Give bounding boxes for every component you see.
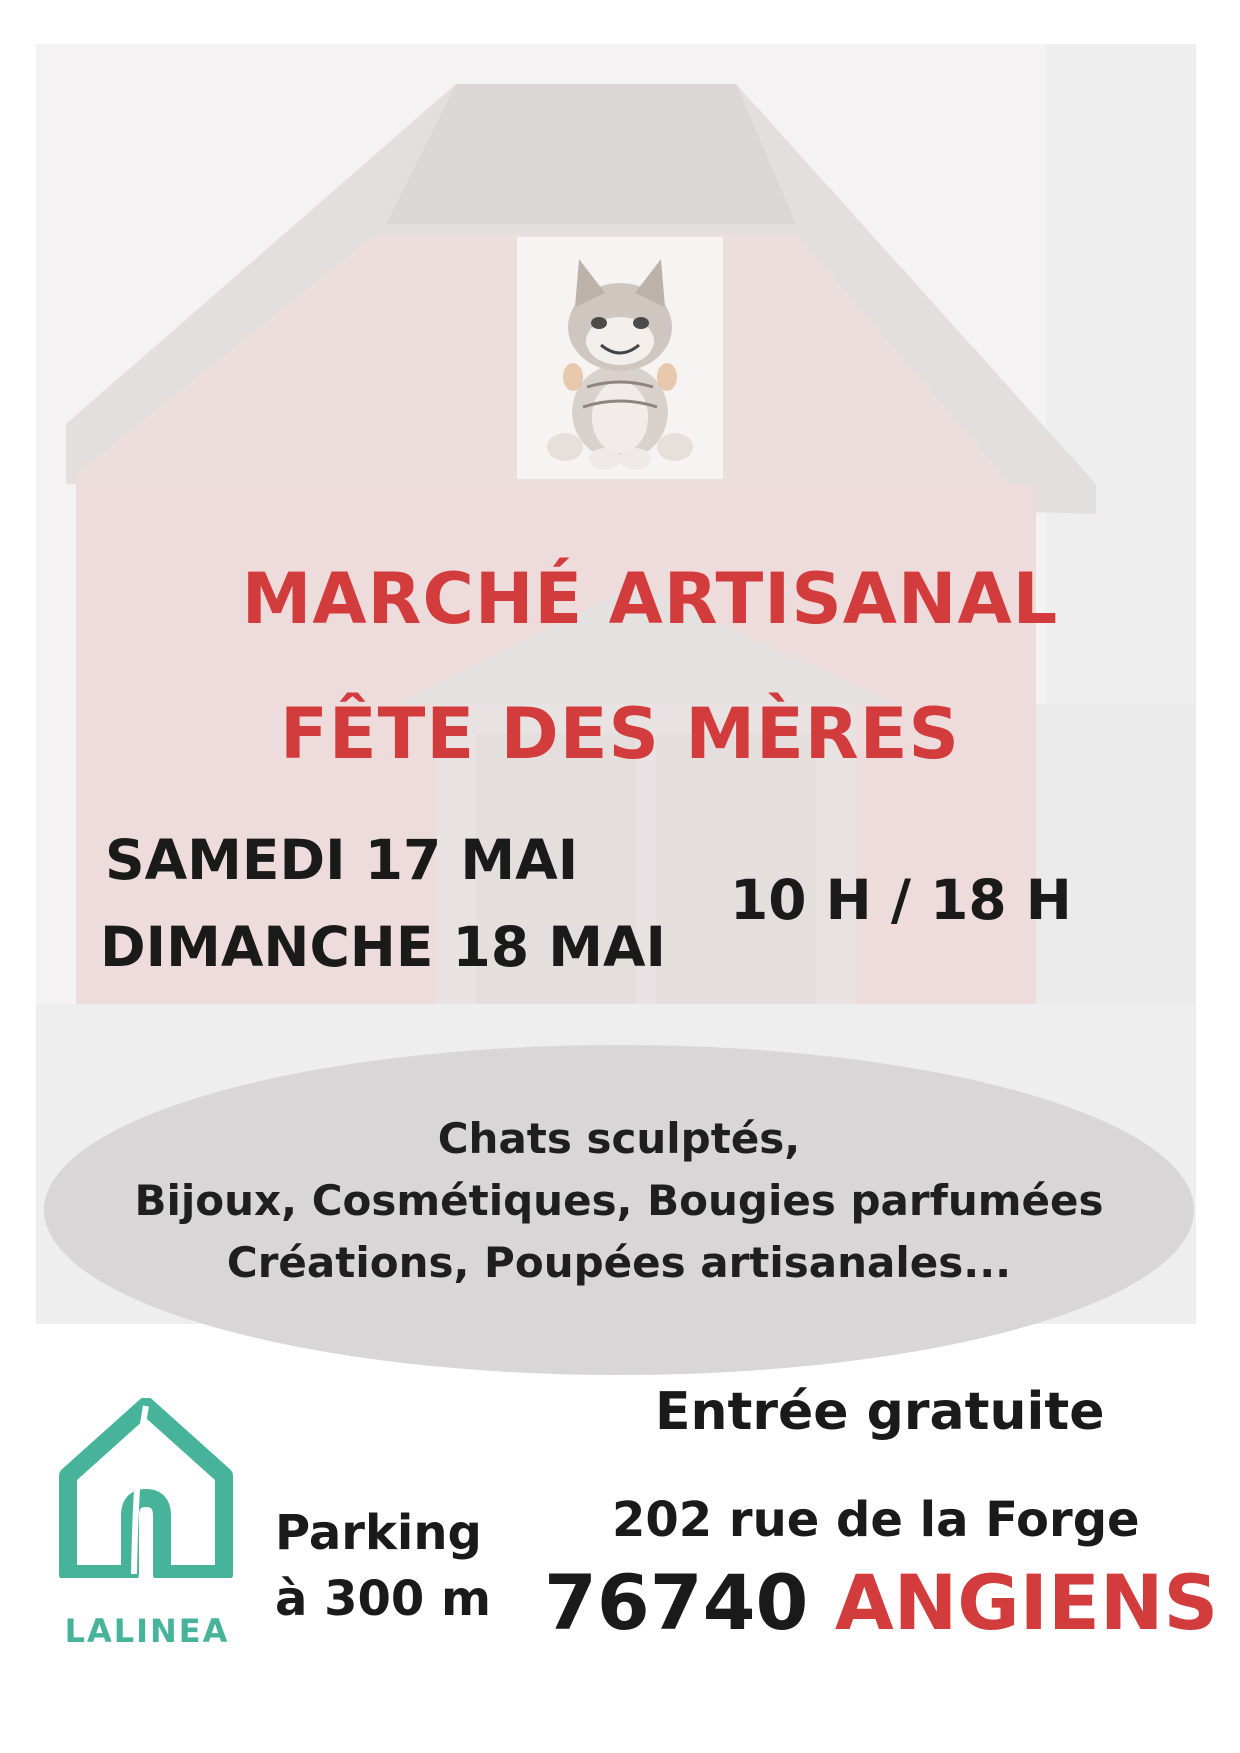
parking-info xyxy=(275,1500,491,1632)
house-logo-icon xyxy=(56,1398,236,1578)
items-line-1: Chats sculptés, xyxy=(437,1114,801,1163)
parking-line-1: Parking xyxy=(275,1505,482,1561)
items-line-2: Bijoux, Cosmétiques, Bougies parfumées xyxy=(134,1176,1104,1225)
cat-icon xyxy=(517,237,723,479)
address-postcode: 76740 xyxy=(544,1558,809,1647)
items-line-3: Créations, Poupées artisanales... xyxy=(226,1238,1012,1287)
opening-hours: 10 H / 18 H xyxy=(730,868,1072,932)
title-line-2: FÊTE DES MÈRES xyxy=(280,693,960,775)
parking-line-2: à 300 m xyxy=(275,1571,492,1627)
date-saturday: SAMEDI 17 MAI xyxy=(105,828,579,892)
title-line-1: MARCHÉ ARTISANAL xyxy=(241,558,1059,640)
items-list xyxy=(44,1108,1194,1294)
address-town: ANGIENS xyxy=(834,1558,1219,1647)
free-entry: Entrée gratuite xyxy=(655,1382,1105,1442)
logo-name: LALINEA xyxy=(64,1612,230,1650)
address-street: 202 rue de la Forge xyxy=(612,1492,1140,1548)
date-sunday: DIMANCHE 18 MAI xyxy=(100,915,667,979)
address-city xyxy=(544,1558,1218,1647)
cat-image xyxy=(516,236,724,480)
